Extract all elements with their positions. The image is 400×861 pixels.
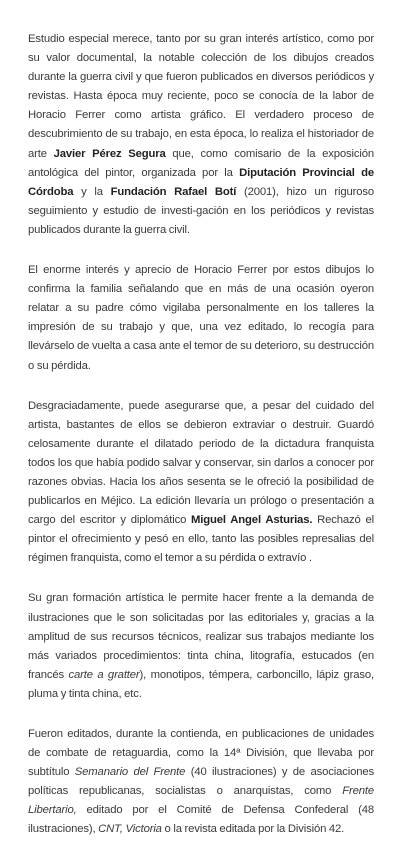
text-run: (2001), hizo un riguroso seguimiento y estudio de investi-gación en los periódicos y revistas publicados durante la guerra civil. xyxy=(28,185,374,236)
paragraph-1 xyxy=(28,30,374,240)
text-run: Su gran formación artística le permite hacer frente a la demanda de ilustraciones que le son solicitadas por las editoriales y, gracias a la amplitud de sus recursos técnicos, realizar sus trabajos mediante los más variados procedimientos: tinta china, litografía, estucados (en francés xyxy=(28,592,374,681)
name-diputacion-cordoba: Diputación Provincial de Córdoba xyxy=(28,166,374,198)
paragraph-4 xyxy=(28,589,374,704)
paragraph-3 xyxy=(28,397,374,569)
text-run: Desgraciadamente, puede asegurarse que, a pesar del cuidado del artista, bastantes de ellos se debieron extraviar o destruir. Guardó celosamente durante el dilatado periodo de la dictadura franquista todos los que había podido salvar y conservar, sin darlos a conocer por razones obvias. Hacia los años sesenta se le ofreció la posibilidad de publicarlos en Méjico. La edición llevaría un prólogo o presentación a cargo del escritor y diplomático xyxy=(28,399,374,527)
text-run: y la xyxy=(73,185,111,198)
publication-title: Semanario del Frente xyxy=(74,766,186,779)
text-run: que, como comisario de la exposición antológica del pintor, organizada por la xyxy=(28,147,374,179)
text-run: ), monotipos, témpera, carboncillo, lápiz graso, pluma y tinta china, etc. xyxy=(28,668,374,700)
publication-title: Frente Libertario, xyxy=(28,785,374,817)
document-body xyxy=(28,30,374,861)
text-run: El enorme interés y aprecio de Horacio Ferrer por estos dibujos lo confirma la familia señalando que en más de una ocasión oyeron relatar a su padre cómo vigilaba personalmente en los talleres la impresión de su trabajo y que, una vez editado, lo recogía para llevárselo de vuelta a casa ante el temor de su deterioro, su destrucción o su pérdida. xyxy=(28,264,374,372)
text-run: Rechazó el pintor el ofrecimiento y pesó en ello, tanto las posibles represalias del régimen franquista, como el temor a su pérdida o extravío . xyxy=(28,514,374,565)
name-fundacion-rafael-boti: Fundación Rafael Botí xyxy=(110,185,237,198)
paragraph-2 xyxy=(28,261,374,376)
publication-title: CNT, Victoria xyxy=(98,823,162,836)
text-run: (40 ilustraciones) y de asociaciones políticas republicanas, socialistas o anarquistas, como xyxy=(28,766,374,798)
text-run: Estudio especial merece, tanto por su gran interés artístico, como por su valor documental, la notable colección de los dibujos creados durante la guerra civil y que fueron publicados en diversos periódicos y revistas. Hasta época muy reciente, poco se conocía de la labor de Horacio Ferrer como artista gráfico. El verdadero proceso de descubrimiento de su trabajo, en esta época, lo realiza el historiador de arte xyxy=(28,33,374,160)
text-run: o la revista editada por la División 42. xyxy=(161,823,345,836)
name-javier-perez-segura: Javier Pérez Segura xyxy=(53,147,166,160)
text-run: Fueron editados, durante la contienda, en publicaciones de unidades de combate de retaguardia, como la 14ª División, que llevaba por subtítulo xyxy=(28,728,374,779)
italic-term: carte a gratter xyxy=(68,668,140,681)
text-run: editado por el Comité de Defensa Confederal (48 ilustraciones), xyxy=(28,804,374,836)
paragraph-5 xyxy=(28,725,374,840)
name-miguel-angel-asturias: Miguel Angel Asturias. xyxy=(191,514,313,527)
